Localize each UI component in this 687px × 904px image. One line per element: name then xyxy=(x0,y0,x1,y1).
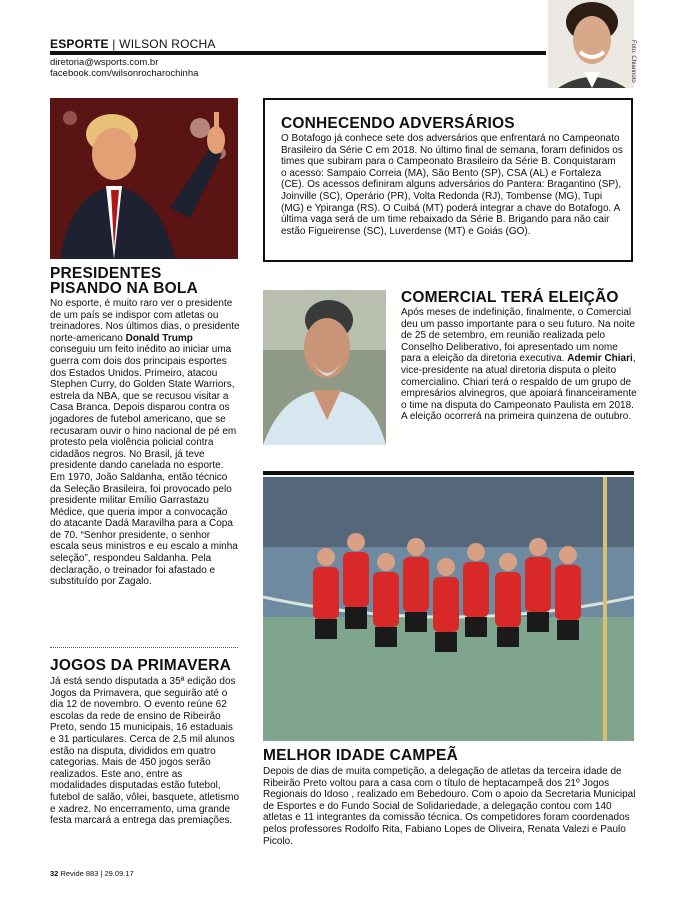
contact-email[interactable]: diretoria@wsports.com.br xyxy=(50,57,159,68)
column-divider xyxy=(50,647,238,648)
columnist-name: WILSON ROCHA xyxy=(119,37,216,51)
presidentes-title-line1: PRESIDENTES xyxy=(50,265,162,282)
contact-info xyxy=(50,57,198,79)
photo-credit: Foto: Chiarinoto xyxy=(630,40,636,83)
page-footer xyxy=(50,869,134,878)
presidentes-title-line2: PISANDO NA BOLA xyxy=(50,280,198,297)
comercial-title: COMERCIAL TERÁ ELEIÇÃO xyxy=(401,289,619,306)
melhor-idade-title: MELHOR IDADE CAMPEÃ xyxy=(263,747,458,764)
author-photo xyxy=(548,0,634,88)
issue-info: Revide 883 | 29.09.17 xyxy=(60,869,134,878)
team-photo xyxy=(263,477,634,741)
presidentes-body xyxy=(50,298,240,588)
jogos-title: JOGOS DA PRIMAVERA xyxy=(50,657,232,674)
melhor-idade-body xyxy=(263,766,638,847)
jogos-body xyxy=(50,676,240,827)
presidentes-title xyxy=(50,266,198,296)
contact-facebook[interactable]: facebook.com/wilsonrocharochinha xyxy=(50,68,199,79)
trump-photo xyxy=(50,98,238,259)
conhecendo-text: O Botafogo já conhece sete dos adversários que enfrentará no Campeonato Brasileiro da Série C em 2018. No último final de semana, foram definidos os times que subiram para o Campeonato Brasileiro da Série B. Conquistaram o acesso: Sampaio Correia (MA), São Bento (SP), CSA (AL) e Fortaleza (CE). Os acessos definiram alguns adversários do Pantera: Bragantino (SP), Joinville (SC), Operário (PR), Volta Redonda (RJ), Tombense (MG), Tupi (MG) e Ypiranga (RS). O Cuibá (MT) poderá integrar a chave do Botafogo. A última vaga será de um time rebaixado da Série B. Brigando para não cair estão Figueirense (SC), Luverdense (MT) e Goiás (GO). xyxy=(281,133,623,237)
comercial-text-bold: Ademir Chiari xyxy=(567,353,633,365)
comercial-text-2: , vice-presidente na atual diretoria disputa o pleito comercialino. Chiari terá o respaldo de um grupo de empresários alvinegros, que apoiará financeiramente o time na disputa do Campeonato Paulista em 2018. A eleição ocorrerá na primeira quinzena de outubro. xyxy=(401,353,637,423)
header-rule xyxy=(50,51,546,55)
presidentes-text-1: No esporte, é muito raro ver o presidente de um país se indispor com atletas ou treinadores. Nos últimos dias, o presidente norte-americano xyxy=(50,298,240,344)
presidentes-text-bold: Donald Trump xyxy=(125,332,193,344)
header-separator: | xyxy=(112,37,116,51)
section-header xyxy=(50,37,216,51)
conhecendo-title: CONHECENDO ADVERSÁRIOS xyxy=(281,115,515,132)
comercial-text-1: Após meses de indefinição, finalmente, o Comercial deu um passo importante para o seu futuro. Na noite de 25 de setembro, em reunião realizada pelo Conselho Deliberativo, foi apresentado um nome para a eleição da diretoria executiva. xyxy=(401,307,636,365)
melhor-idade-text: Depois de dias de muita competição, a delegação de atletas da terceira idade de Ribeirão Preto voltou para a casa com o título de heptacampeã dos 21º Jogos Regionais do Idoso , realizado em Bebedouro. Com o apoio da Secretaria Municipal de Esportes e do Fundo Social de Solidariedade, a delegação contou com 140 atletas e 11 integrantes da comissão técnica. Os competidores foram coordenados pelos professores Rodolfo Rita, Fabiano Lopes de Oliveira, Renata Valezi e Paulo Picolo. xyxy=(263,766,636,847)
jogos-text: Já está sendo disputada a 35ª edição dos Jogos da Primavera, que seguirão até o dia 12 de novembro. O evento reúne 62 escolas da rede de ensino de Ribeirão Preto, sendo 15 municipais, 16 estaduais e 31 particulares. Cerca de 2,5 mil alunos estão na disputa, divididos em quatro categorias. Mais de 450 jogos serão realizados. Este ano, entre as modalidades disputadas estão futebol, futebol de salão, vôlei, basquete, atletismo e xadrez. No encerramento, uma grande festa marcará a entrega das premiações. xyxy=(50,676,240,827)
comercial-body xyxy=(401,307,637,423)
ademir-photo xyxy=(263,290,386,445)
section-name: ESPORTE xyxy=(50,37,109,51)
conhecendo-body xyxy=(281,133,623,237)
section-rule xyxy=(263,471,634,475)
presidentes-text-2: conseguiu um feito inédito ao iniciar uma guerra com dois dos principais esportes dos Estados Unidos. Primeiro, atacou Stephen Curry, do Golden State Warriors, estrela da NBA, que se recusou visitar a Casa Branca. Depois disparou contra os jogadores de futebol americano, que se recusaram ouvir o hino nacional de pé em protesto pela violência policial contra cidadãos negros. No Brasil, já teve presidente dando canelada no esporte. Em 1970, João Saldanha, então técnico da Seleção Brasileira, foi provocado pelo presidente militar Emílio Garrastazu Médice, que queria impor a convocação do atacante Dadá Maravilha para a Copa de 70. “Senhor presidente, o senhor escala seus ministros e eu escalo a minha seleção”, respondeu Saldanha. Pela declaração, o treinador foi afastado e substituído por Zagalo. xyxy=(50,344,238,588)
page-number: 32 xyxy=(50,869,59,878)
